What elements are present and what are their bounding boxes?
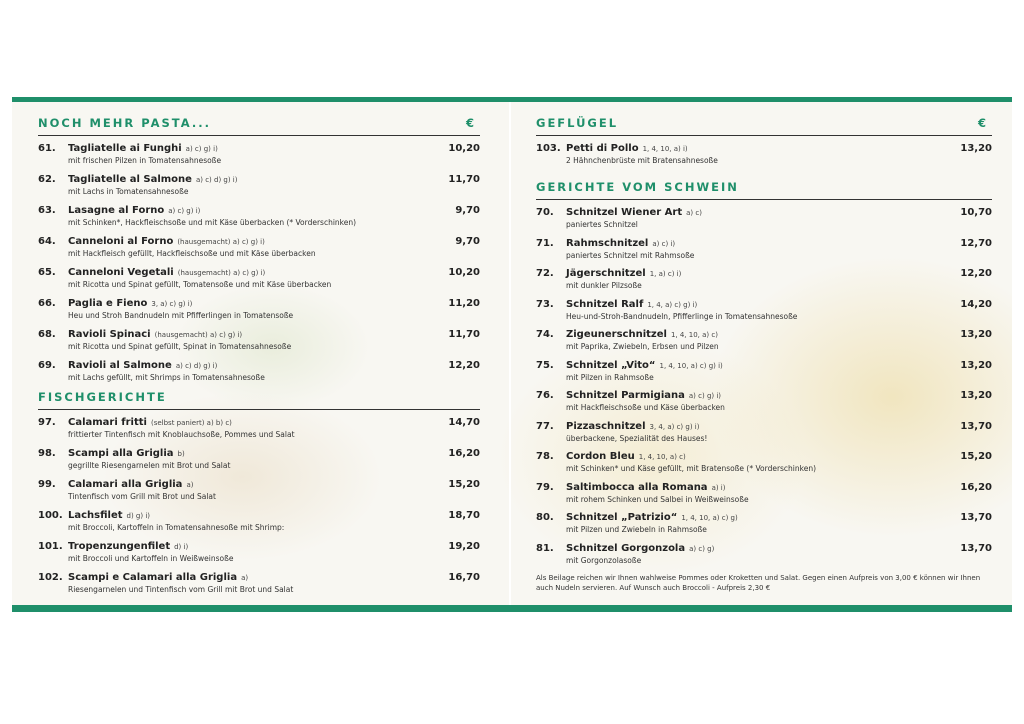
- item-name: [566, 421, 699, 432]
- currency-label: €: [465, 116, 474, 130]
- item-number: 76.: [536, 390, 554, 401]
- item-name: [68, 236, 265, 247]
- item-price: 13,20: [960, 329, 992, 340]
- item-name-text: Tagliatelle al Salmone: [68, 174, 192, 185]
- allergen-codes: a) c) g) i): [168, 207, 201, 215]
- allergen-codes: 1, 4, 10, a) c): [638, 453, 686, 461]
- item-name: [68, 298, 192, 309]
- allergen-codes: 3, a) c) g) i): [151, 300, 193, 308]
- item-description: paniertes Schnitzel mit Rahmsoße: [566, 250, 695, 260]
- allergen-codes: a): [186, 481, 194, 489]
- item-description: mit Schinken*, Hackfleischsoße und mit Käse überbacken (* Vorderschinken): [68, 218, 357, 227]
- menu-item: [536, 299, 992, 327]
- item-number: 65.: [38, 267, 56, 278]
- item-number: 102.: [38, 572, 63, 583]
- item-price: 19,20: [448, 541, 480, 552]
- menu-item: [38, 417, 480, 445]
- item-price: 13,20: [960, 359, 992, 371]
- menu-item: [536, 360, 992, 388]
- item-price: 12,20: [448, 360, 480, 371]
- item-price: 12,20: [960, 268, 992, 279]
- item-price: 10,20: [448, 267, 480, 278]
- menu-item: [536, 238, 992, 266]
- allergen-codes: 1, 4, 10, a) c) g) i): [659, 361, 723, 370]
- item-name: [68, 329, 242, 340]
- item-name: [68, 174, 237, 185]
- item-name: [566, 268, 681, 279]
- item-price: 15,20: [448, 479, 480, 490]
- allergen-codes: a) c) g) i): [185, 145, 218, 153]
- item-name: [68, 541, 188, 552]
- menu-item: [536, 207, 992, 235]
- item-price: 9,70: [455, 236, 480, 247]
- item-name-text: Petti di Pollo: [566, 143, 639, 154]
- item-number: 61.: [38, 143, 56, 154]
- section-title: GERICHTE VOM SCHWEIN: [536, 180, 739, 194]
- item-name-text: Cordon Bleu: [566, 451, 635, 462]
- item-name: [68, 267, 265, 278]
- menu-item: [38, 267, 480, 295]
- item-name-text: Zigeunerschnitzel: [566, 329, 667, 340]
- item-price: 14,70: [448, 417, 480, 428]
- item-description: Heu-und-Stroh-Bandnudeln, Pfifferlinge in Tomatensahnesoße: [566, 311, 798, 321]
- menu-item: [536, 543, 992, 571]
- item-name: [566, 238, 675, 249]
- menu-item: [38, 174, 480, 202]
- item-name-text: Paglia e Fieno: [68, 298, 148, 309]
- section-title: GEFLÜGEL: [536, 116, 619, 130]
- item-name-text: Schnitzel „Vito“: [566, 359, 656, 371]
- item-description: mit dunkler Pilzsoße: [566, 281, 642, 290]
- item-number: 62.: [38, 174, 56, 185]
- item-number: 77.: [536, 420, 554, 432]
- item-number: 74.: [536, 329, 554, 340]
- item-number: 98.: [38, 448, 56, 459]
- item-description: mit Broccoli, Kartoffeln in Tomatensahnesoße mit Shrimp:: [68, 523, 285, 532]
- item-name-text: Scampi e Calamari alla Griglia: [68, 572, 238, 583]
- item-name-text: Jägerschnitzel: [566, 268, 646, 279]
- item-price: 13,20: [960, 390, 992, 401]
- item-name: [68, 510, 150, 521]
- allergen-codes: a) i): [711, 483, 726, 492]
- allergen-codes: 1, 4, 10, a) i): [642, 145, 688, 153]
- item-name: [68, 143, 218, 154]
- item-name-text: Ravioli al Salmone: [68, 360, 172, 371]
- item-name-text: Saltimbocca alla Romana: [566, 481, 708, 493]
- allergen-codes: a) c): [686, 209, 702, 217]
- item-price: 18,70: [448, 510, 480, 521]
- allergen-codes: 1, 4, a) c) g) i): [647, 300, 698, 309]
- item-description: mit frischen Pilzen in Tomatensahnesoße: [68, 156, 222, 165]
- allergen-codes: a) c) i): [652, 239, 676, 248]
- item-number: 70.: [536, 207, 554, 218]
- menu-item: [38, 572, 480, 600]
- item-name: [68, 479, 193, 490]
- allergen-codes: 3, 4, a) c) g) i): [649, 422, 700, 431]
- menu-item: [536, 451, 992, 479]
- item-description: frittierter Tintenfisch mit Knoblauchsoße, Pommes und Salat: [68, 430, 295, 439]
- item-number: 103.: [536, 143, 561, 154]
- item-number: 81.: [536, 542, 554, 554]
- item-description: Riesengarnelen und Tintenfisch vom Grill mit Brot und Salat: [68, 585, 294, 594]
- menu-spread: [12, 97, 1012, 612]
- item-description: Tintenfisch vom Grill mit Brot und Salat: [68, 492, 216, 501]
- item-price: 14,20: [960, 298, 992, 310]
- menu-item: [536, 482, 992, 510]
- allergen-codes: d) i): [174, 543, 189, 551]
- section-header-pasta: [38, 113, 480, 136]
- item-name: [566, 207, 702, 218]
- side-dish-note: [536, 573, 992, 593]
- item-number: 78.: [536, 451, 554, 462]
- allergen-codes: a) c) g): [689, 544, 715, 553]
- item-name-text: Pizzaschnitzel: [566, 420, 646, 432]
- item-description: mit Paprika, Zwiebeln, Erbsen und Pilzen: [566, 342, 719, 351]
- menu-item: [38, 236, 480, 264]
- allergen-codes: 1, a) c) i): [649, 270, 682, 278]
- item-description: mit rohem Schinken und Salbei in Weißweinsoße: [566, 494, 749, 504]
- item-name-text: Calamari alla Griglia: [68, 479, 183, 490]
- item-price: 15,20: [960, 451, 992, 462]
- section-header-fish: [38, 387, 480, 410]
- menu-item: [38, 448, 480, 476]
- item-price: 16,20: [448, 448, 480, 459]
- allergen-codes: a): [241, 574, 249, 582]
- item-name-text: Lachsfilet: [68, 510, 123, 521]
- item-description: mit Hackfleischsoße und Käse überbacken: [566, 403, 725, 412]
- allergen-codes: a) c) d) g) i): [195, 176, 238, 184]
- item-number: 73.: [536, 298, 554, 310]
- item-price: 12,70: [960, 237, 992, 249]
- note-line: Als Beilage reichen wir Ihnen wahlweise Pommes oder Kroketten und Salat. Gegen einen Aufpreis von 3,00 € können wir Ihnen: [536, 574, 981, 582]
- item-name-text: Tropenzungenfilet: [68, 541, 171, 552]
- menu-item: [38, 510, 480, 538]
- item-name: [566, 299, 697, 310]
- allergen-codes: (hausgemacht) a) c) g) i): [154, 331, 243, 339]
- item-name-text: Ravioli Spinaci: [68, 329, 151, 340]
- note-line: auch Nudeln servieren. Auf Wunsch auch Broccoli - Aufpreis 2,30 €: [536, 584, 771, 592]
- section-title: FISCHGERICHTE: [38, 390, 167, 404]
- item-price: 13,70: [960, 542, 992, 554]
- item-price: 10,20: [448, 143, 480, 154]
- item-description: mit Schinken* und Käse gefüllt, mit Bratensoße (* Vorderschinken): [566, 464, 817, 473]
- item-number: 63.: [38, 205, 56, 216]
- item-number: 68.: [38, 329, 56, 340]
- item-name-text: Schnitzel Parmigiana: [566, 390, 685, 401]
- item-name-text: Canneloni al Forno: [68, 236, 174, 247]
- item-name-text: Rahmschnitzel: [566, 237, 649, 249]
- item-price: 13,70: [960, 420, 992, 432]
- item-name-text: Schnitzel „Patrizio“: [566, 512, 678, 523]
- item-description: paniertes Schnitzel: [566, 220, 638, 229]
- item-name-text: Schnitzel Ralf: [566, 298, 644, 310]
- item-name: [566, 482, 725, 493]
- item-number: 69.: [38, 360, 56, 371]
- item-price: 11,70: [448, 329, 480, 340]
- item-description: mit Lachs in Tomatensahnesoße: [68, 187, 189, 196]
- item-price: 13,70: [960, 512, 992, 523]
- item-description: mit Pilzen und Zwiebeln in Rahmsoße: [566, 525, 707, 534]
- item-name-text: Scampi alla Griglia: [68, 448, 174, 459]
- menu-item: [536, 268, 992, 296]
- item-name-text: Schnitzel Gorgonzola: [566, 542, 686, 554]
- menu-item: [38, 360, 480, 388]
- item-name: [566, 543, 714, 554]
- item-number: 66.: [38, 298, 56, 309]
- item-price: 16,70: [448, 572, 480, 583]
- item-price: 10,70: [960, 207, 992, 218]
- item-price: 16,20: [960, 481, 992, 493]
- item-description: mit Hackfleisch gefüllt, Hackfleischsoße und mit Käse überbacken: [68, 249, 316, 258]
- allergen-codes: 1, 4, 10, a) c): [670, 331, 718, 339]
- item-number: 71.: [536, 237, 554, 249]
- item-name: [566, 360, 723, 371]
- section-header-poultry: [536, 113, 992, 136]
- item-price: 9,70: [455, 205, 480, 216]
- item-number: 72.: [536, 268, 554, 279]
- menu-item: [38, 541, 480, 569]
- item-description: Heu und Stroh Bandnudeln mit Pfifferlingen in Tomatensoße: [68, 311, 294, 320]
- item-description: mit Ricotta und Spinat gefüllt, Tomatensoße und mit Käse überbacken: [68, 280, 332, 289]
- menu-item: [38, 143, 480, 171]
- item-name: [68, 205, 200, 216]
- item-description: mit Ricotta und Spinat gefüllt, Spinat in Tomatensahnesoße: [68, 342, 292, 351]
- item-name: [68, 417, 232, 428]
- item-number: 79.: [536, 481, 554, 493]
- item-description: mit Gorgonzolasoße: [566, 555, 642, 565]
- allergen-codes: a) c) g) i): [688, 392, 722, 400]
- allergen-codes: (selbst paniert) a) b) c): [150, 419, 232, 427]
- menu-item: [536, 421, 992, 449]
- menu-item: [536, 512, 992, 540]
- item-name: [566, 451, 686, 462]
- allergen-codes: (hausgemacht) a) c) g) i): [177, 269, 266, 277]
- section-header-pork: [536, 177, 992, 200]
- menu-item: [38, 329, 480, 357]
- currency-label: €: [977, 116, 986, 130]
- item-name: [68, 572, 248, 583]
- item-number: 101.: [38, 541, 63, 552]
- menu-item: [38, 205, 480, 233]
- top-green-bar: [12, 97, 1012, 102]
- item-number: 100.: [38, 510, 63, 521]
- item-name-text: Lasagne al Forno: [68, 205, 165, 216]
- item-name: [566, 390, 721, 401]
- item-name-text: Calamari fritti: [68, 417, 147, 428]
- allergen-codes: b): [177, 450, 185, 458]
- page-divider: [509, 102, 511, 605]
- item-name: [566, 512, 738, 523]
- allergen-codes: d) g) i): [126, 512, 151, 520]
- item-number: 64.: [38, 236, 56, 247]
- item-number: 97.: [38, 417, 56, 428]
- menu-item: [536, 329, 992, 357]
- item-price: 11,20: [448, 298, 480, 309]
- item-name: [566, 329, 718, 340]
- menu-item: [38, 479, 480, 507]
- item-name: [68, 360, 217, 371]
- allergen-codes: (hausgemacht) a) c) g) i): [177, 238, 265, 246]
- item-description: überbackene, Spezialität des Hauses!: [566, 433, 708, 443]
- menu-item: [38, 298, 480, 326]
- item-description: gegrillte Riesengarnelen mit Brot und Salat: [68, 461, 231, 470]
- item-number: 75.: [536, 359, 554, 371]
- bottom-green-bar: [12, 605, 1012, 612]
- menu-item: [536, 143, 992, 171]
- allergen-codes: 1, 4, 10, a) c) g): [681, 514, 738, 522]
- allergen-codes: a) c) d) g) i): [175, 362, 218, 370]
- item-description: mit Lachs gefüllt, mit Shrimps in Tomatensahnesoße: [68, 373, 265, 382]
- item-description: 2 Hähnchenbrüste mit Bratensahnesoße: [566, 156, 718, 165]
- item-name-text: Tagliatelle ai Funghi: [68, 143, 182, 154]
- item-description: mit Broccoli und Kartoffeln in Weißweinsoße: [68, 554, 234, 563]
- item-name-text: Canneloni Vegetali: [68, 267, 174, 278]
- item-description: mit Pilzen in Rahmsoße: [566, 372, 654, 382]
- item-number: 80.: [536, 512, 554, 523]
- section-title: NOCH MEHR PASTA...: [38, 116, 211, 130]
- item-price: 13,20: [960, 143, 992, 154]
- item-name-text: Schnitzel Wiener Art: [566, 207, 683, 218]
- item-price: 11,70: [448, 174, 480, 185]
- item-number: 99.: [38, 479, 56, 490]
- menu-item: [536, 390, 992, 418]
- item-name: [68, 448, 185, 459]
- item-name: [566, 143, 688, 154]
